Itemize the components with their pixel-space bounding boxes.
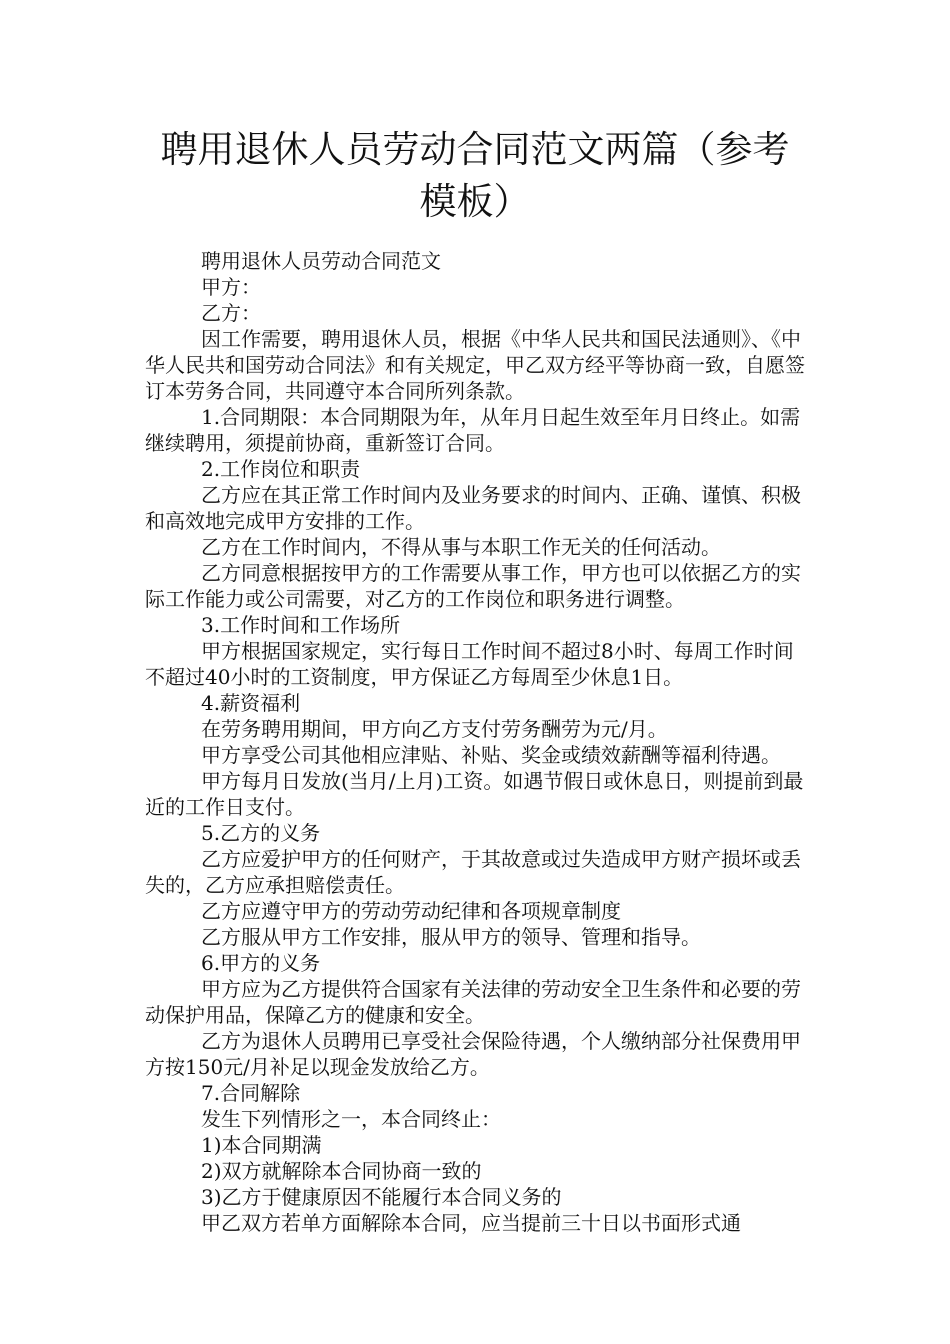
- paragraph: 聘用退休人员劳动合同范文: [201, 249, 441, 273]
- paragraph: 乙方在工作时间内，不得从事与本职工作无关的任何活动。: [201, 535, 721, 559]
- paragraph: 甲方根据国家规定，实行每日工作时间不超过8小时、每周工作时间不超过40小时的工资制度，甲方保证乙方每周至少休息1日。: [145, 639, 794, 689]
- paragraph: 3)乙方于健康原因不能履行本合同义务的: [201, 1185, 562, 1209]
- document-title: 聘用退休人员劳动合同范文两篇（参考模板）: [160, 128, 790, 223]
- paragraph: 甲方应为乙方提供符合国家有关法律的劳动安全卫生条件和必要的劳动保护用品，保障乙方的健康和安全。: [145, 977, 801, 1027]
- paragraph: 3.工作时间和工作场所: [201, 613, 401, 637]
- paragraph: 甲乙双方若单方面解除本合同，应当提前三十日以书面形式通: [201, 1211, 741, 1235]
- paragraph: 4.薪资福利: [201, 691, 301, 715]
- paragraph: 甲方享受公司其他相应津贴、补贴、奖金或绩效薪酬等福利待遇。: [201, 743, 781, 767]
- document-body: [145, 248, 811, 1236]
- paragraph: 乙方：: [201, 301, 261, 325]
- paragraph: 乙方服从甲方工作安排，服从甲方的领导、管理和指导。: [201, 925, 701, 949]
- paragraph: 1.合同期限：本合同期限为年，从年月日起生效至年月日终止。如需继续聘用，须提前协商，重新签订合同。: [145, 405, 801, 455]
- paragraph: 因工作需要，聘用退休人员，根据《中华人民共和国民法通则》、《中华人民共和国劳动合同法》和有关规定，甲乙双方经平等协商一致，自愿签订本劳务合同，共同遵守本合同所列条款。: [145, 327, 805, 403]
- paragraph: 发生下列情形之一，本合同终止：: [201, 1107, 501, 1131]
- paragraph: 甲方：: [201, 275, 261, 299]
- paragraph: 乙方应遵守甲方的劳动劳动纪律和各项规章制度: [201, 899, 621, 923]
- paragraph: 乙方应爱护甲方的任何财产，于其故意或过失造成甲方财产损坏或丢失的，乙方应承担赔偿责任。: [145, 847, 801, 897]
- paragraph: 6.甲方的义务: [201, 951, 321, 975]
- paragraph: 在劳务聘用期间，甲方向乙方支付劳务酬劳为元/月。: [201, 717, 668, 741]
- paragraph: 乙方同意根据按甲方的工作需要从事工作，甲方也可以依据乙方的实际工作能力或公司需要，对乙方的工作岗位和职务进行调整。: [145, 561, 801, 611]
- paragraph: 甲方每月日发放(当月/上月)工资。如遇节假日或休息日，则提前到最近的工作日支付。: [145, 769, 804, 819]
- paragraph: 7.合同解除: [201, 1081, 301, 1105]
- paragraph: 2)双方就解除本合同协商一致的: [201, 1159, 482, 1183]
- paragraph: 乙方为退休人员聘用已享受社会保险待遇，个人缴纳部分社保费用甲方按150元/月补足以现金发放给乙方。: [145, 1029, 801, 1079]
- paragraph: 2.工作岗位和职责: [201, 457, 361, 481]
- paragraph: 5.乙方的义务: [201, 821, 321, 845]
- paragraph: 乙方应在其正常工作时间内及业务要求的时间内、正确、谨慎、积极和高效地完成甲方安排的工作。: [145, 483, 801, 533]
- paragraph: 1)本合同期满: [201, 1133, 322, 1157]
